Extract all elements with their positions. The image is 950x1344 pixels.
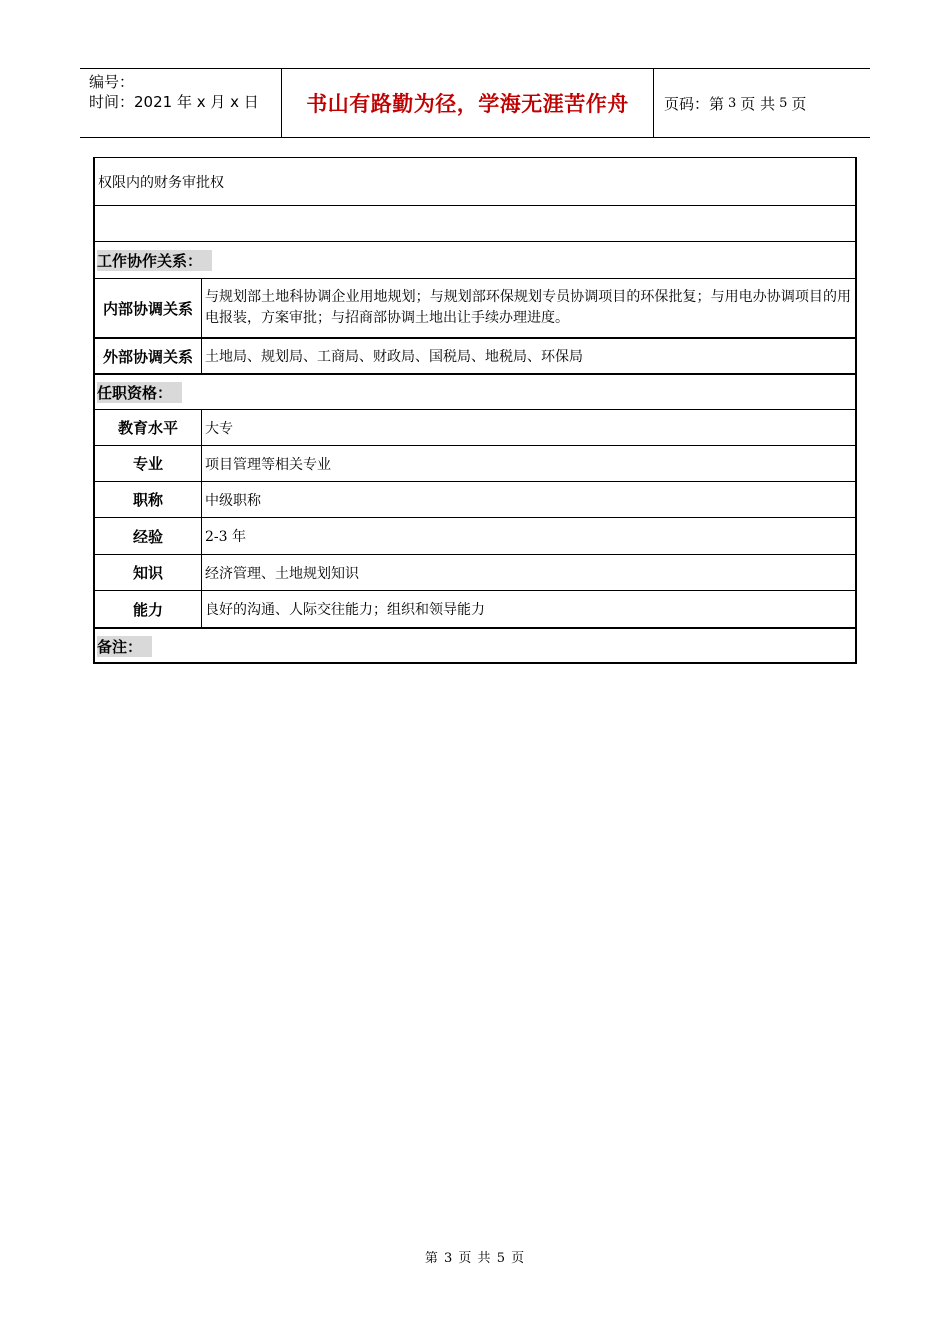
internal-relations-value: 与规划部土地科协调企业用地规划；与规划部环保规划专员协调项目的环保批复；与用电办协调项目的用电报装，方案审批；与招商部协调土地出让手续办理进度。 — [205, 289, 851, 326]
qualification-label: 能力 — [95, 591, 202, 627]
page-header — [80, 68, 870, 138]
qualification-label: 知识 — [95, 555, 202, 590]
qualification-label: 职称 — [95, 482, 202, 517]
time-label: 时间：2021 年 x 月 x 日 — [89, 93, 259, 111]
internal-relations-label: 内部协调关系 — [95, 279, 202, 337]
qualification-value: 经济管理、土地规划知识 — [205, 565, 359, 582]
header-page-info — [654, 69, 870, 137]
work-relations-title: 工作协作关系： — [97, 250, 212, 271]
qualification-row-education — [95, 409, 855, 445]
external-relations-value: 土地局、规划局、工商局、财政局、国税局、地税局、环保局 — [205, 349, 583, 365]
authority-text: 权限内的财务审批权 — [98, 174, 224, 191]
qualification-value: 2-3 年 — [205, 529, 246, 545]
remarks-section — [95, 627, 855, 663]
qualification-value: 中级职称 — [205, 492, 261, 509]
page-current: 3 — [728, 95, 737, 111]
qualification-row-title — [95, 481, 855, 517]
qualification-label: 专业 — [95, 446, 202, 481]
authority-row — [95, 158, 855, 205]
page-suffix: 页 — [791, 94, 807, 113]
page-mid: 页 共 — [740, 94, 776, 113]
qualification-value: 良好的沟通、人际交往能力；组织和领导能力 — [205, 602, 485, 618]
qualification-label: 经验 — [95, 518, 202, 554]
header-motto-cell — [282, 69, 654, 137]
job-description-table — [93, 157, 857, 664]
qualification-section — [95, 373, 855, 409]
qualification-row-ability — [95, 590, 855, 627]
empty-row — [95, 205, 855, 241]
qualification-label: 教育水平 — [95, 410, 202, 445]
qualification-row-experience — [95, 517, 855, 554]
internal-relations-row — [95, 278, 855, 337]
motto: 书山有路勤为径，学海无涯苦作舟 — [306, 92, 629, 116]
remarks-title: 备注： — [97, 636, 152, 657]
qualification-row-knowledge — [95, 554, 855, 590]
page-footer: 第 3 页 共 5 页 — [424, 1251, 526, 1266]
qualification-row-major — [95, 445, 855, 481]
qualification-value: 大专 — [205, 420, 233, 437]
work-relations-section — [95, 241, 855, 278]
qualification-value: 项目管理等相关专业 — [205, 456, 331, 473]
external-relations-label: 外部协调关系 — [95, 339, 202, 373]
number-label: 编号： — [89, 73, 135, 91]
qualification-title: 任职资格： — [97, 382, 182, 403]
page-prefix: 页码：第 — [664, 94, 725, 113]
header-meta — [80, 69, 282, 137]
page-total: 5 — [779, 95, 788, 111]
external-relations-row — [95, 337, 855, 373]
